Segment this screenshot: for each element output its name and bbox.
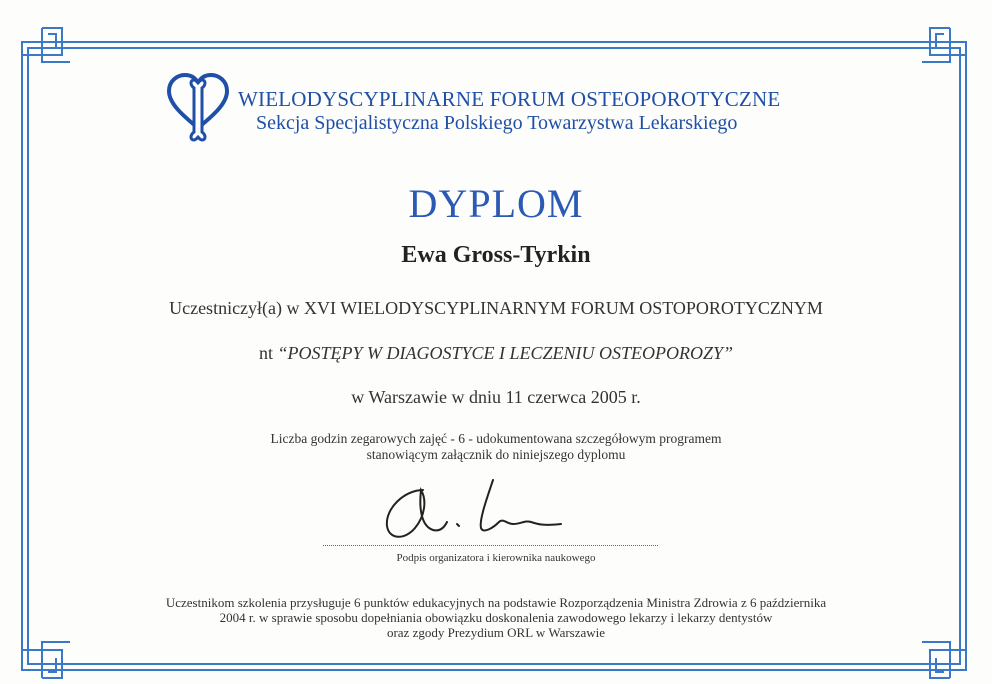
footer-line-3: oraz zgody Prezydium ORL w Warszawie [386, 625, 606, 640]
footer-note [0, 595, 992, 640]
signature-label: Podpis organizatora i kierownika naukowego [396, 552, 596, 564]
organization-header [163, 70, 843, 150]
participation-text: Uczestniczył(a) w XVI WIELODYSCYPLINARNYM FORUM OSTOPOROTYCZNYM [169, 298, 823, 318]
hours-line-2: stanowiącym załącznik do niniejszego dyplomu [366, 447, 626, 462]
hours-statement [0, 431, 992, 463]
signature-line [323, 545, 658, 546]
topic-prefix: nt [258, 343, 273, 363]
footer-line-1: Uczestnikom szkolenia przysługuje 6 punktów edukacyjnych na podstawie Rozporządzenia Ministra Zdrowia z 6 października [165, 595, 827, 610]
topic-title: “POSTĘPY W DIAGOSTYCE I LECZENIU OSTEOPOROZY” [277, 343, 734, 363]
place-date: w Warszawie w dniu 11 czerwca 2005 r. [351, 387, 641, 407]
hours-line-1: Liczba godzin zegarowych zajęć - 6 - udokumentowana szczegółowym programem [270, 431, 722, 446]
footer-line-2: 2004 r. w sprawie sposobu dopełniania obowiązku doskonalenia zawodowego lekarzy i lekarzy dentystów [219, 610, 773, 625]
heart-bone-logo [163, 70, 233, 145]
handwritten-signature [375, 478, 585, 546]
organization-title: WIELODYSCYPLINARNE FORUM OSTEOPOROTYCZNE [238, 87, 781, 111]
diploma-title: DYPLOM [408, 181, 584, 226]
topic-line [0, 343, 992, 364]
recipient-name: Ewa Gross-Tyrkin [401, 242, 591, 268]
organization-subtitle: Sekcja Specjalistyczna Polskiego Towarzystwa Lekarskiego [256, 112, 738, 134]
